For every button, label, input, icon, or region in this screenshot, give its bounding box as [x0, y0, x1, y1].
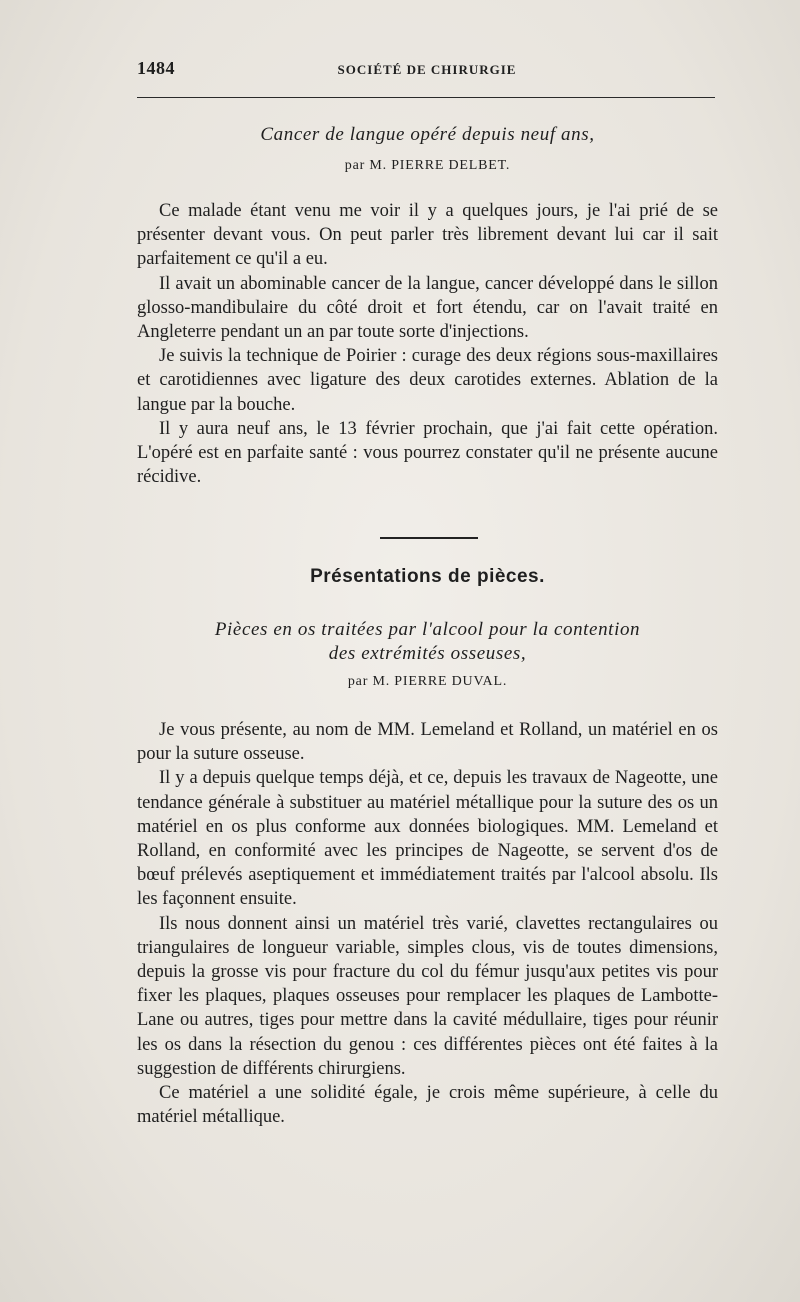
page-number: 1484: [137, 58, 175, 78]
article-2-title-line-1: Pièces en os traitées par l'alcool pour la contention: [214, 619, 641, 640]
article-1-paragraph: Il y aura neuf ans, le 13 février prochain, que j'ai fait cette opération. L'opéré est en parfaite santé : vous pourrez constater qu'il ne présente aucune récidive.: [137, 418, 718, 488]
section-divider: [380, 537, 478, 539]
article-1-title: Cancer de langue opéré depuis neuf ans,: [260, 124, 595, 145]
article-2-body: [137, 718, 718, 1129]
article-2-title-line-2: des extrémités osseuses,: [328, 643, 527, 664]
article-2-paragraph: Je vous présente, au nom de MM. Lemeland et Rolland, un matériel en os pour la suture osseuse.: [137, 720, 718, 765]
article-1-paragraph: Il avait un abominable cancer de la langue, cancer développé dans le sillon glosso-mandibulaire du côté droit et fort étendu, car on l'avait traité en Angleterre pendant un an par toute sorte d'injections.: [137, 273, 718, 343]
article-2-paragraph: Ils nous donnent ainsi un matériel très varié, clavettes rectangulaires ou triangulaires de longueur variable, simples clous, vis de toutes dimensions, depuis la grosse vis pour fracture du col du fémur jusqu'aux petites vis pour fixer les plaques, plaques osseuses pour remplacer les plaques de Lambotte-Lane ou autres, tiges pour mettre dans la cavité médullaire, tiges pour réunir les os dans la résection du genou : ces différentes pièces ont été faites à la suggestion de différents chirurgiens.: [137, 913, 718, 1079]
article-1-byline: par M. PIERRE DELBET.: [344, 158, 511, 173]
section-heading: Présentations de pièces.: [310, 566, 545, 587]
article-2-paragraph: Ce matériel a une solidité égale, je crois même supérieure, à celle du matériel métallique.: [137, 1083, 718, 1128]
article-1-heading: [137, 123, 718, 174]
article-2-byline: par M. PIERRE DUVAL.: [347, 674, 508, 689]
article-1-paragraph: Je suivis la technique de Poirier : curage des deux régions sous-maxillaires et carotidiennes avec ligature des deux carotides externes. Ablation de la langue par la bouche.: [137, 346, 718, 415]
page-header: [137, 58, 717, 84]
article-2-heading: [137, 618, 718, 690]
article-1-paragraph: Ce malade étant venu me voir il y a quelques jours, je l'ai prié de se présenter devant vous. On peut parler très librement devant lui car il sait parfaitement ce qu'il a eu.: [137, 201, 718, 270]
article-2-paragraph: Il y a depuis quelque temps déjà, et ce, depuis les travaux de Nageotte, une tendance générale à substituer au matériel métallique pour la suture des os un matériel en os plus conforme aux données biologiques. MM. Lemeland et Rolland, en conformité avec les principes de Nageotte, se servent d'os de bœuf prélevés aseptiquement et immédiatement traités par l'alcool absolu. Ils les façonnent ensuite.: [137, 768, 718, 910]
running-title: SOCIÉTÉ DE CHIRURGIE: [337, 62, 517, 77]
header-rule: [137, 97, 715, 98]
article-1-body: [137, 199, 718, 489]
